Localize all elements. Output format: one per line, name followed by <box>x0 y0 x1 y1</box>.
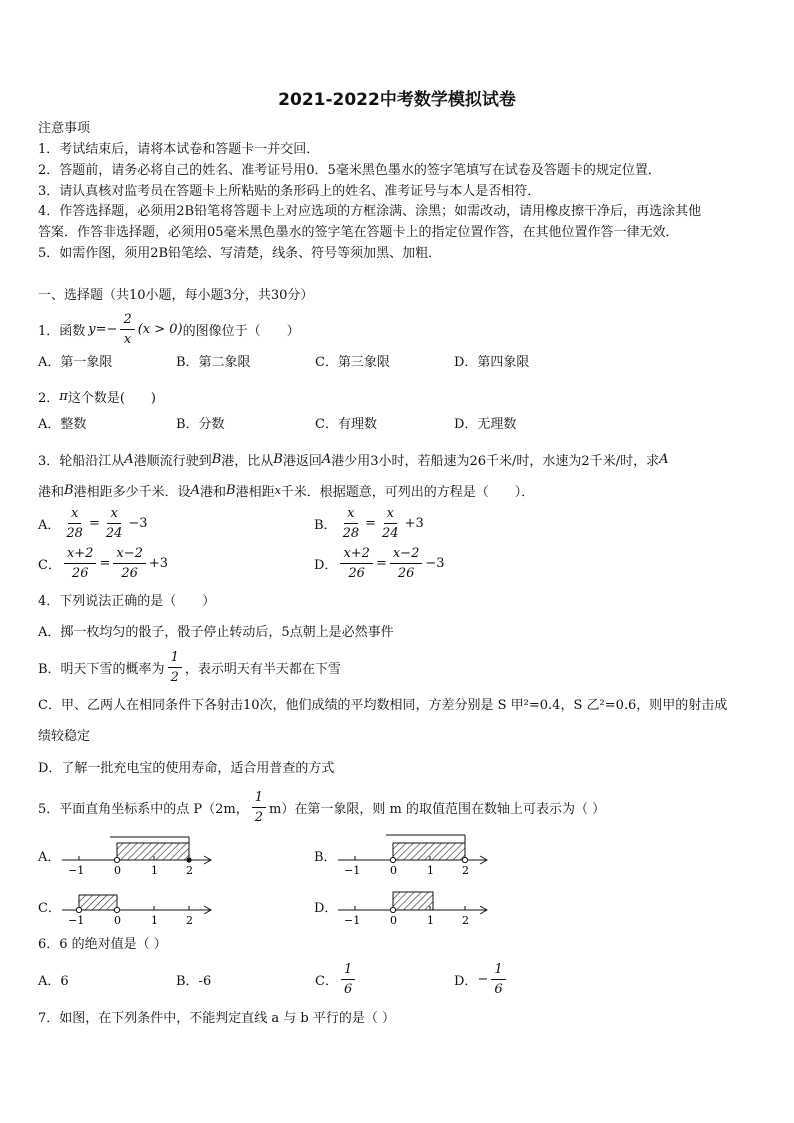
q3-option-label: C． <box>38 558 61 573</box>
exam-title: 2021-2022中考数学模拟试卷 <box>278 90 516 110</box>
q3-fraction <box>64 546 97 581</box>
q5-text: m）在第一象限，则 m 的取值范围在数轴上可表示为（ ） <box>269 802 606 817</box>
q3-var: A <box>124 452 134 467</box>
tick-label: 2 <box>462 914 469 926</box>
frac-den: 26 <box>397 566 415 581</box>
q3-fraction <box>63 506 86 541</box>
q3-var: B <box>211 452 222 467</box>
q1-prefix: 1．函数 <box>38 324 86 339</box>
q3-fraction <box>390 546 423 581</box>
question-1-stem <box>38 312 300 347</box>
q2-prefix: 2． <box>38 391 60 406</box>
frac-num: x <box>384 506 397 524</box>
q1-option-a: A．第一象限 <box>38 355 113 370</box>
q3-text: 港返回 <box>282 454 322 469</box>
q2-pi: π <box>59 389 68 404</box>
q3-var: A <box>321 452 332 467</box>
section-heading: 一、选择题（共10小题，每小题3分，共30分） <box>38 288 314 303</box>
tick-label: 2 <box>186 864 193 876</box>
q3-eq: = <box>88 516 100 531</box>
q4-option-b <box>38 650 341 685</box>
tick-label: 1 <box>427 864 434 876</box>
q3-eq: = <box>375 556 387 571</box>
q1-option-b: B．第二象限 <box>176 355 251 370</box>
q3-tail: −3 <box>128 516 148 531</box>
q3-option-label: B． <box>314 518 337 533</box>
question-3-line-1 <box>38 450 668 469</box>
question-5-stem <box>38 790 605 825</box>
q3-text: 港相距多少千米．设 <box>73 485 191 500</box>
q3-var: A <box>659 452 669 467</box>
frac-num: 1 <box>252 790 266 808</box>
frac-den: 26 <box>348 566 365 581</box>
q3-eq: = <box>365 516 377 531</box>
notice-item-1: 1．考试结束后，请将本试卷和答题卡一并交回． <box>38 142 320 157</box>
q3-text: 港，比从 <box>221 454 274 469</box>
frac-den: 28 <box>342 526 360 541</box>
q3-text: 千米．根据题意，可列出的方程是（ ）． <box>280 485 535 500</box>
q3-option-a <box>38 506 148 541</box>
question-3-line-2 <box>38 481 534 500</box>
frac-num: x−2 <box>390 546 423 564</box>
q1-frac-num: 2 <box>120 312 134 330</box>
q3-text: 港相距 <box>235 485 275 500</box>
q4-b-text: ，表示明天有半天都在下雪 <box>184 662 341 677</box>
q6-d-sign: − <box>477 972 489 987</box>
q2-option-c: C．有理数 <box>315 417 377 432</box>
q6-option-c <box>315 962 358 997</box>
frac-den: 26 <box>121 566 138 581</box>
q6-c-fraction <box>341 962 355 997</box>
frac-num: x−2 <box>113 546 146 564</box>
q3-tail: −3 <box>425 556 445 571</box>
q2-suffix: 这个数是( ) <box>67 391 156 406</box>
q5-option-a-numberline <box>58 830 218 876</box>
q1-option-d: D．第四象限 <box>454 355 530 370</box>
frac-num: 1 <box>168 650 182 668</box>
q4-b-fraction <box>168 650 182 685</box>
q3-tail: +3 <box>148 556 169 571</box>
q5-option-d-label: D． <box>314 901 338 916</box>
q4-option-d: D．了解一批充电宝的使用寿命，适合用普查的方式 <box>38 761 335 776</box>
q6-option-d <box>454 962 509 997</box>
notice-item-5: 5．如需作图，须用2B铅笔绘、写清楚，线条、符号等须加黑、加粗． <box>38 246 442 261</box>
q6-d-fraction <box>491 962 505 997</box>
q1-suffix: 的图像位于（ ） <box>182 324 300 339</box>
question-7-stem: 7．如图，在下列条件中，不能判定直线 a 与 b 平行的是（ ） <box>38 1011 396 1026</box>
q5-fraction <box>252 790 266 825</box>
notice-item-2: 2．答题前，请务必将自己的姓名、准考证号用0．5毫米黑色墨水的签字笔填写在试卷及答题卡的规定位置． <box>38 163 661 178</box>
frac-den: 26 <box>71 566 89 581</box>
tick-label: −1 <box>344 864 361 876</box>
tick-label: 1 <box>427 914 434 926</box>
frac-num: x <box>107 506 120 524</box>
q3-option-c <box>38 546 168 581</box>
q3-fraction <box>340 506 363 541</box>
q2-option-d: D．无理数 <box>454 417 517 432</box>
q3-option-b <box>314 506 424 541</box>
tick-label: 1 <box>151 914 158 926</box>
frac-den: 24 <box>105 526 123 541</box>
q5-option-c-numberline <box>58 880 218 926</box>
notice-item-4: 4．作答选择题，必须用2B铅笔将答题卡上对应选项的方框涂满、涂黑；如需改动，请用橡皮擦干净后，再选涂其他 <box>38 204 702 219</box>
q5-option-a-label: A． <box>38 850 61 865</box>
q3-fraction <box>113 546 146 581</box>
q3-text: 港少用3小时，若船速为26千米/时，水速为2千米/时，求 <box>331 454 660 469</box>
q1-option-c: C．第三象限 <box>315 355 390 370</box>
frac-num: 1 <box>341 962 355 980</box>
notice-heading: 注意事项 <box>38 121 91 136</box>
q3-var: A <box>190 483 200 498</box>
tick-label: 2 <box>186 914 193 926</box>
q3-text: 3．轮船沿江从 <box>38 454 125 469</box>
frac-num: x+2 <box>340 546 373 564</box>
q3-var: x <box>274 484 281 497</box>
q3-var: B <box>64 483 74 498</box>
question-6-stem: 6．6 的绝对值是（ ） <box>38 937 167 952</box>
q3-tail: +3 <box>404 516 424 531</box>
q1-fraction <box>120 312 134 347</box>
frac-num: x <box>344 506 357 524</box>
frac-den: 2 <box>170 670 179 685</box>
q3-fraction <box>379 506 402 541</box>
q3-text: 港顺流行驶到 <box>133 454 212 469</box>
frac-den: 24 <box>382 526 399 541</box>
q4-option-c-cont: 绩较稳定 <box>38 729 91 744</box>
q6-option-a: A．6 <box>38 974 69 989</box>
q2-option-a: A．整数 <box>38 417 87 432</box>
q3-text: 港和 <box>38 485 65 500</box>
q3-option-d <box>314 546 445 581</box>
q1-frac-den: x <box>123 332 132 347</box>
q3-option-label: D． <box>314 558 338 573</box>
q5-option-b-numberline <box>334 830 494 876</box>
q1-eq: =− <box>95 322 118 337</box>
q4-b-text: B．明天下雪的概率为 <box>38 662 165 677</box>
tick-label: 0 <box>114 914 121 926</box>
tick-label: 0 <box>390 864 397 876</box>
frac-den: 6 <box>343 982 353 997</box>
q3-text: 港和 <box>199 485 226 500</box>
q1-lhs: y <box>88 322 96 337</box>
question-4-stem: 4．下列说法正确的是（ ） <box>38 594 216 609</box>
frac-num: x <box>68 506 81 524</box>
q3-var: B <box>226 483 236 498</box>
q1-condition: (x > 0) <box>137 322 183 337</box>
q3-fraction <box>340 546 373 581</box>
q3-option-label: A． <box>38 518 61 533</box>
q6-option-label: D． <box>454 974 478 989</box>
q5-option-c-label: C． <box>38 901 61 916</box>
tick-label: 1 <box>151 864 158 876</box>
tick-label: −1 <box>68 914 85 926</box>
q5-option-b-label: B． <box>314 850 337 865</box>
question-2-stem <box>38 387 156 406</box>
tick-label: 0 <box>390 914 397 926</box>
tick-label: 2 <box>462 864 469 876</box>
q6-option-b: B．-6 <box>176 974 212 989</box>
frac-num: x+2 <box>64 546 97 564</box>
q3-fraction <box>103 506 126 541</box>
notice-item-4-cont: 答案．作答非选择题，必须用05毫米黑色墨水的签字笔在答题卡上的指定位置作答，在其他位置作答一律无效． <box>38 225 679 240</box>
frac-den: 28 <box>66 526 83 541</box>
q3-eq: = <box>99 556 111 571</box>
q2-option-b: B．分数 <box>176 417 225 432</box>
q5-text: 5．平面直角坐标系中的点 P（2m， <box>38 802 249 817</box>
frac-num: 1 <box>491 962 505 980</box>
q6-option-label: C． <box>315 974 338 989</box>
q5-option-d-numberline <box>334 880 494 926</box>
q3-var: B <box>273 452 283 467</box>
notice-item-3: 3．请认真核对监考员在答题卡上所粘贴的条形码上的姓名、准考证号与本人是否相符． <box>38 184 541 199</box>
tick-label: −1 <box>344 914 361 926</box>
tick-label: −1 <box>68 864 85 876</box>
tick-label: 0 <box>114 864 121 876</box>
frac-den: 6 <box>494 982 503 997</box>
frac-den: 2 <box>254 810 264 825</box>
q4-option-a: A．掷一枚均匀的骰子，骰子停止转动后，5点朝上是必然事件 <box>38 625 394 640</box>
q4-option-c: C．甲、乙两人在相同条件下各射击10次，他们成绩的平均数相同，方差分别是 S 甲²=0.4，S 乙²=0.6，则甲的射击成 <box>38 698 728 713</box>
